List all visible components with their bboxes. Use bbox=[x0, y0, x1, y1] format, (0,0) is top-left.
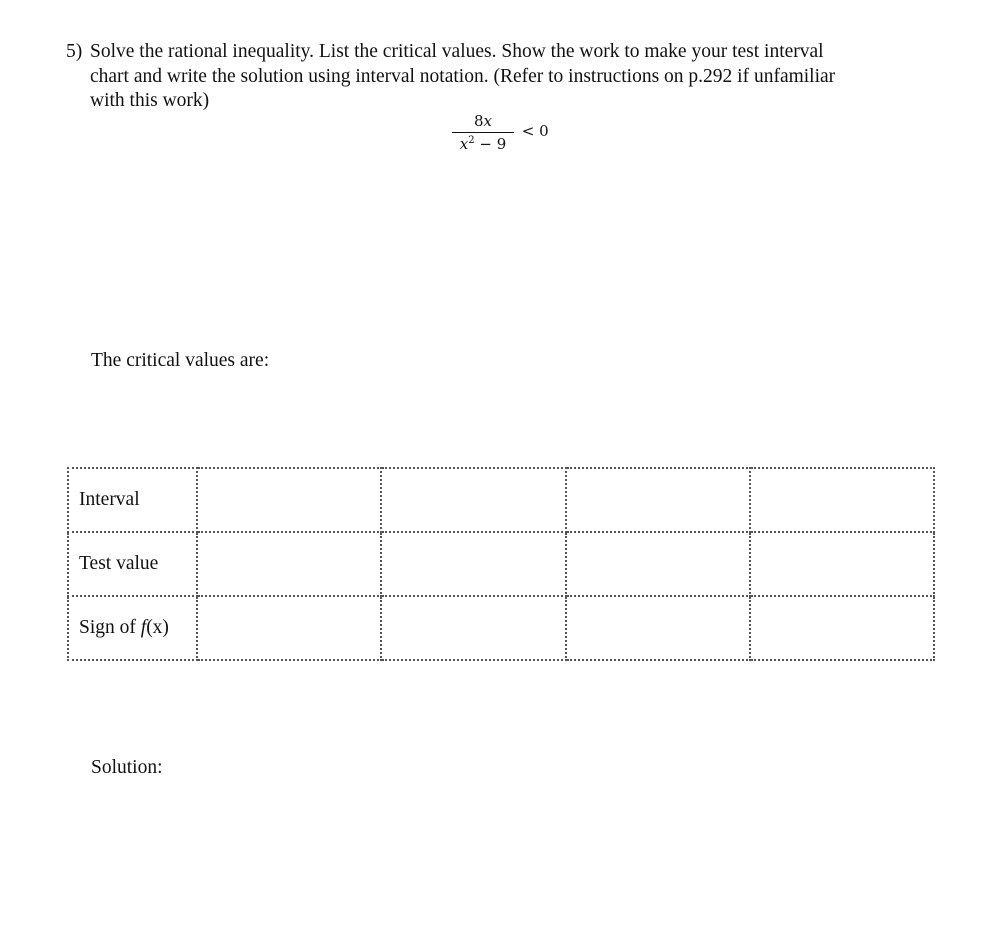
table-row-sign bbox=[68, 596, 934, 660]
table-row-test-value bbox=[68, 532, 934, 596]
row-label-interval: Interval bbox=[68, 468, 197, 532]
problem-text bbox=[91, 40, 936, 114]
denominator bbox=[452, 133, 514, 153]
table-row-interval bbox=[68, 468, 934, 532]
denominator-variable: x bbox=[459, 135, 469, 153]
answer-cell[interactable] bbox=[381, 468, 565, 532]
row-label-test-value: Test value bbox=[68, 532, 197, 596]
problem-line-1: Solve the rational inequality. List the critical values. Show the work to make your test interval bbox=[90, 41, 824, 62]
test-interval-chart bbox=[67, 467, 935, 661]
inequality-formula bbox=[452, 112, 549, 153]
problem-statement bbox=[66, 40, 936, 114]
answer-cell[interactable] bbox=[750, 468, 934, 532]
sign-function: f bbox=[140, 617, 147, 638]
answer-cell[interactable] bbox=[566, 468, 750, 532]
denominator-exponent: 2 bbox=[468, 135, 475, 146]
problem-number: 5) bbox=[66, 41, 83, 62]
answer-cell[interactable] bbox=[197, 468, 381, 532]
solution-label: Solution: bbox=[91, 757, 163, 778]
row-label-sign bbox=[68, 596, 197, 660]
denominator-constant: − 9 bbox=[474, 135, 507, 153]
fraction bbox=[452, 112, 514, 153]
answer-cell[interactable] bbox=[197, 532, 381, 596]
numerator-variable: x bbox=[483, 112, 492, 130]
sign-argument: (x) bbox=[146, 617, 169, 638]
problem-line-3: with this work) bbox=[90, 90, 210, 111]
numerator-coefficient: 8 bbox=[473, 112, 484, 130]
critical-values-label: The critical values are: bbox=[91, 350, 270, 371]
answer-cell[interactable] bbox=[750, 532, 934, 596]
answer-cell[interactable] bbox=[566, 596, 750, 660]
answer-cell[interactable] bbox=[750, 596, 934, 660]
numerator bbox=[452, 112, 514, 132]
sign-prefix: Sign of bbox=[79, 617, 141, 638]
answer-cell[interactable] bbox=[381, 596, 565, 660]
answer-cell[interactable] bbox=[566, 532, 750, 596]
relation: < 0 bbox=[521, 121, 549, 140]
answer-cell[interactable] bbox=[197, 596, 381, 660]
problem-line-2: chart and write the solution using interval notation. (Refer to instructions on p.292 if unfamiliar bbox=[90, 65, 836, 87]
answer-cell[interactable] bbox=[381, 532, 565, 596]
